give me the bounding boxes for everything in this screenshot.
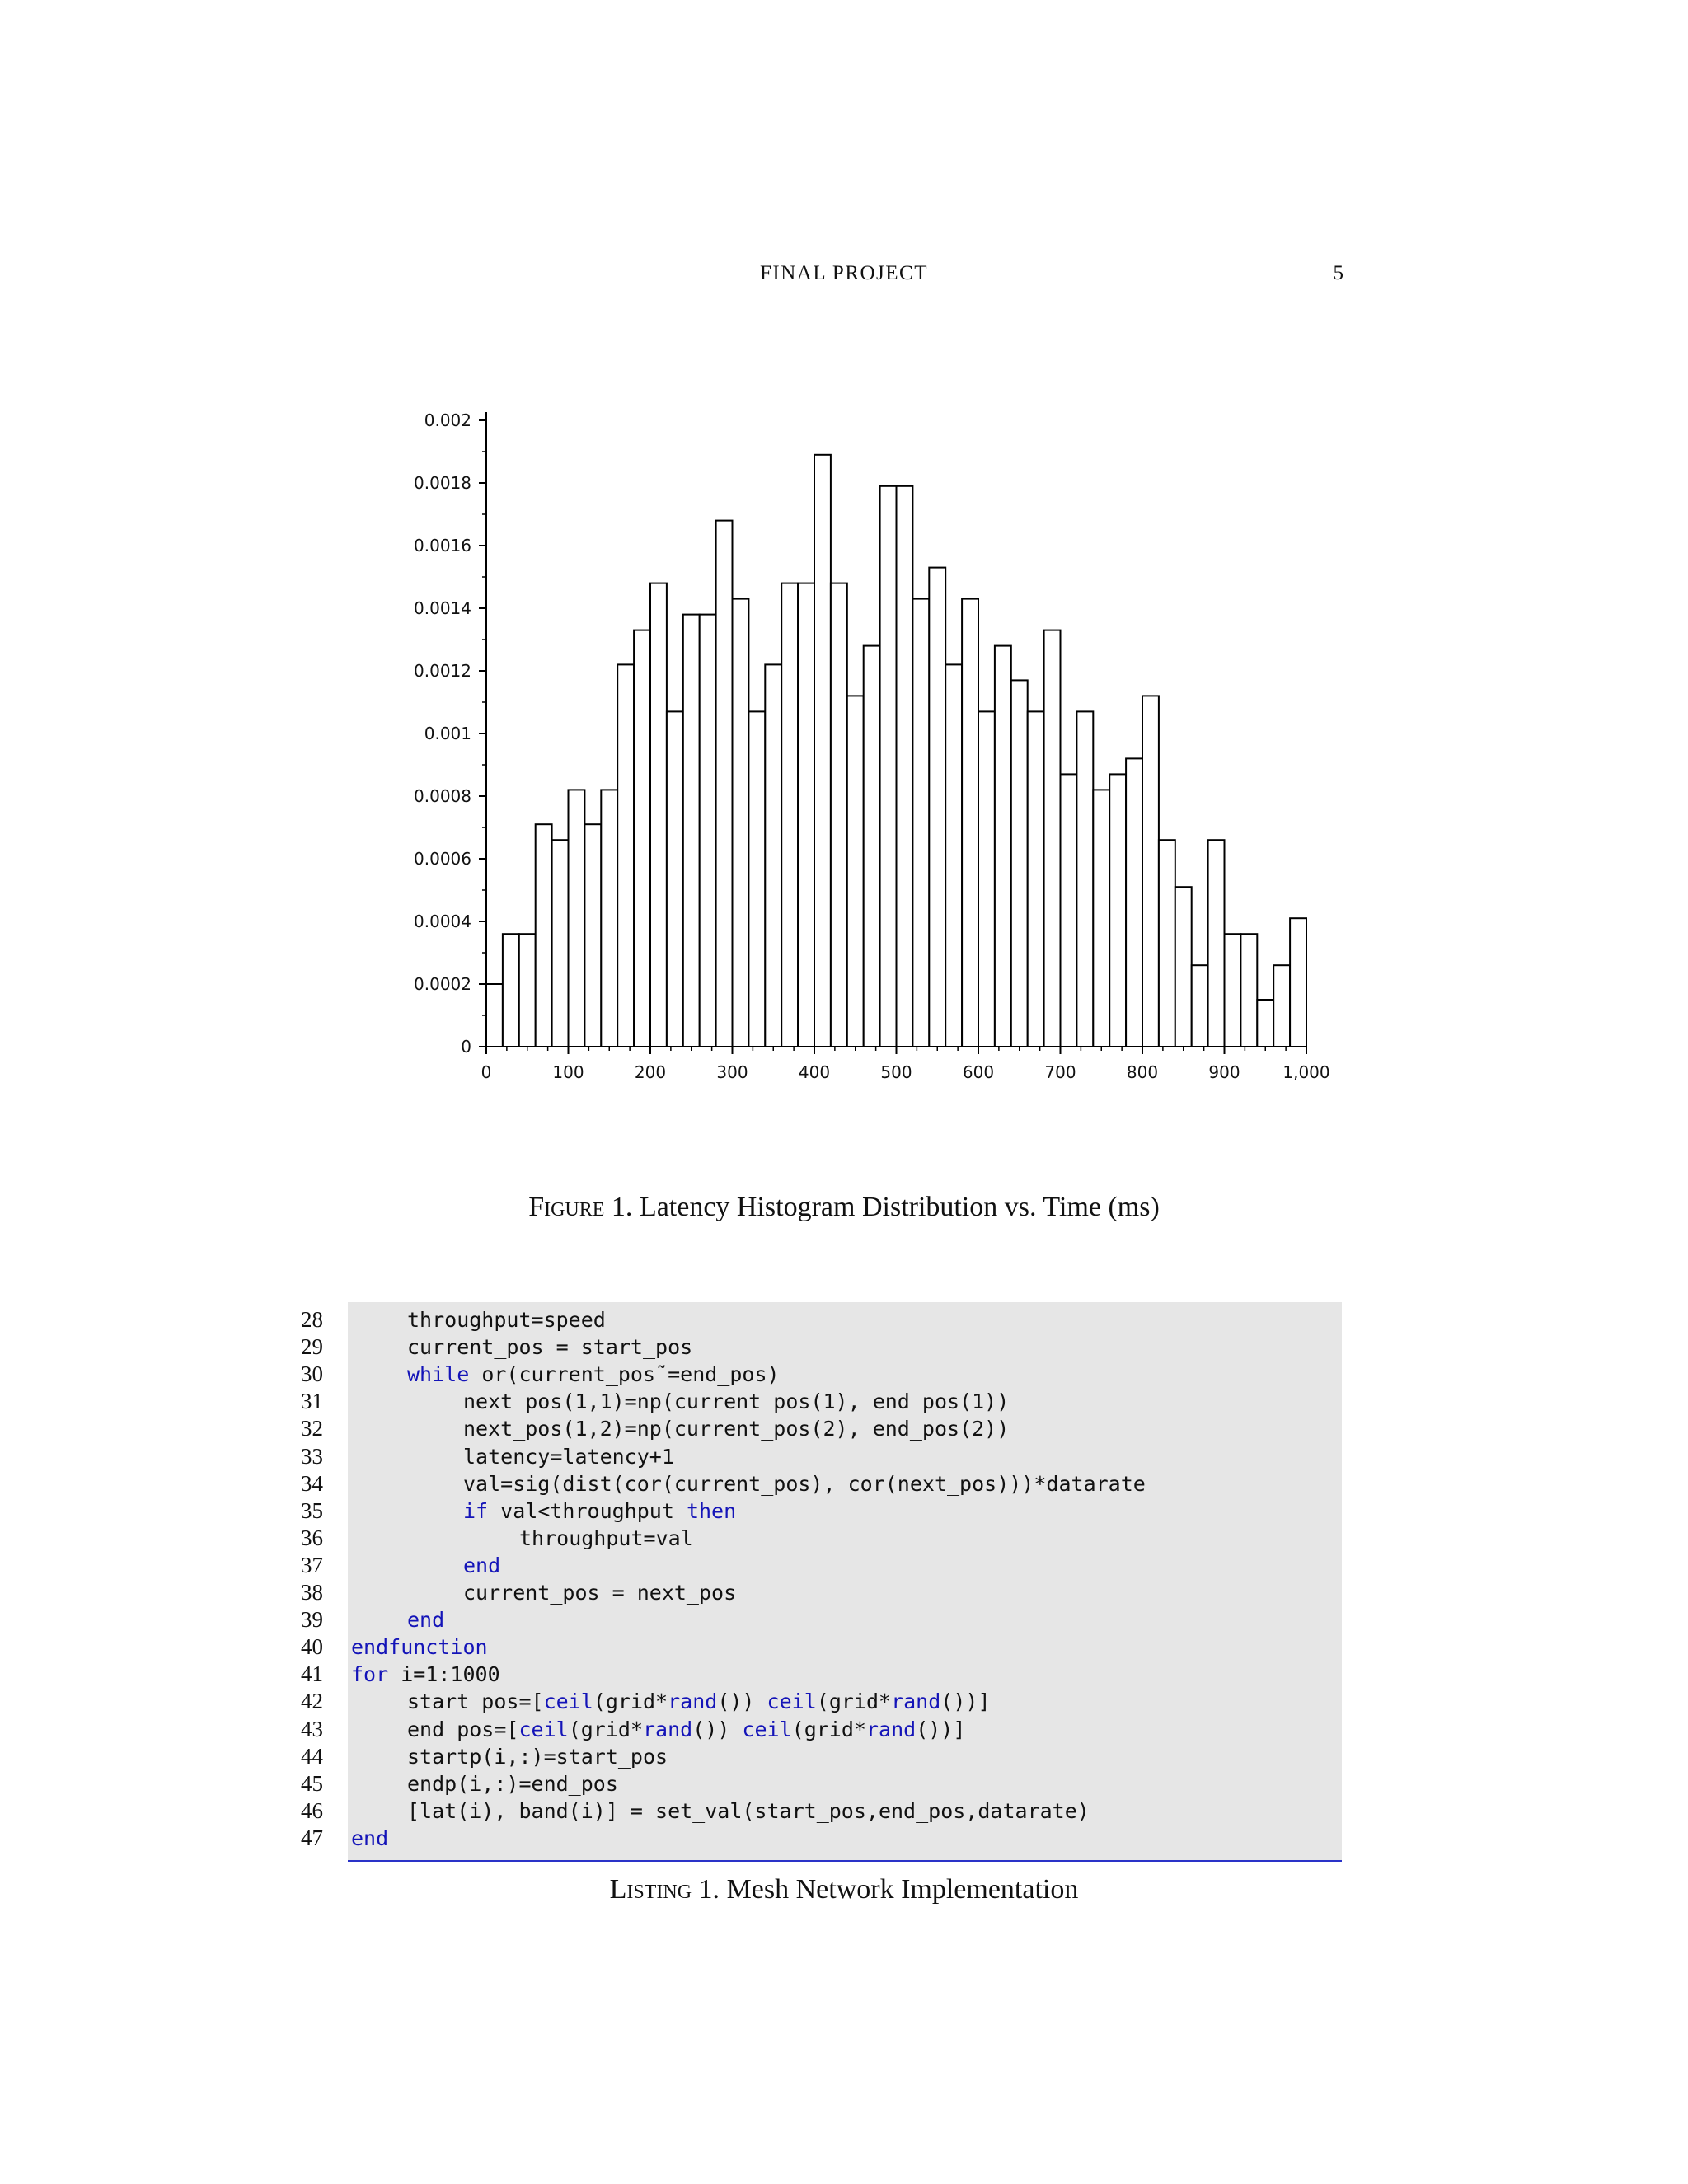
histogram-bar [847, 696, 864, 1047]
code-line-number: 44 [301, 1743, 323, 1769]
histogram-bar [748, 711, 765, 1047]
histogram-bar [814, 455, 831, 1047]
figure-label: Figure 1. [528, 1192, 633, 1222]
histogram-bar [995, 646, 1011, 1047]
code-line-number: 31 [301, 1389, 323, 1414]
code-line-number: 29 [301, 1334, 323, 1360]
code-line [407, 1333, 692, 1361]
histogram-bar [962, 599, 978, 1047]
histogram-bar [1240, 934, 1257, 1047]
code-keyword: ceil [767, 1690, 817, 1714]
code-line-number: 47 [301, 1825, 323, 1850]
y-tick-label: 0.0016 [414, 536, 471, 555]
code-text: ()) [692, 1717, 743, 1741]
histogram-bar [503, 934, 519, 1047]
code-line [351, 1633, 488, 1661]
code-text: (grid* [816, 1690, 892, 1714]
code-line-number: 42 [301, 1689, 323, 1714]
code-keyword: rand [668, 1690, 718, 1714]
code-text: end_pos=[ [407, 1717, 519, 1741]
code-line [463, 1388, 1009, 1415]
code-text: i=1:1000 [388, 1662, 500, 1687]
code-listing-box [348, 1302, 1342, 1862]
histogram-bar [1273, 965, 1290, 1047]
listing-caption [0, 1874, 1688, 1905]
running-head: FINAL PROJECT [759, 262, 928, 284]
code-keyword: for [351, 1662, 389, 1687]
code-keyword: end [463, 1553, 501, 1577]
histogram-bar [1142, 696, 1159, 1047]
histogram-bar [978, 711, 995, 1047]
x-tick-label: 500 [880, 1062, 912, 1082]
code-line [463, 1443, 674, 1470]
y-tick-label: 0.0002 [414, 974, 471, 994]
histogram-bar [929, 568, 945, 1047]
histogram-bar [683, 615, 700, 1047]
histogram-bar [552, 840, 569, 1047]
code-keyword: then [686, 1498, 737, 1523]
histogram-bar [650, 583, 667, 1047]
code-text: (grid* [791, 1717, 866, 1741]
x-tick-label: 0 [481, 1062, 492, 1082]
y-tick-label: 0.0014 [414, 598, 471, 618]
y-tick-label: 0.0008 [414, 786, 471, 806]
code-line [519, 1525, 693, 1552]
code-line [407, 1770, 618, 1797]
code-text: current_pos = start_pos [407, 1335, 693, 1360]
code-text: (grid* [568, 1717, 643, 1741]
code-line [463, 1497, 736, 1525]
code-line-number: 46 [301, 1797, 323, 1823]
histogram-bar [667, 711, 683, 1047]
y-tick-label: 0.001 [424, 724, 471, 743]
histogram-bar [716, 521, 733, 1047]
code-line-number: 33 [301, 1443, 323, 1469]
code-keyword: rand [865, 1717, 917, 1741]
code-text: (grid* [593, 1690, 668, 1714]
code-line [351, 1661, 500, 1688]
histogram-bar [781, 583, 798, 1047]
code-line-number: 34 [301, 1470, 323, 1496]
code-line [407, 1606, 444, 1633]
histogram-bar [1126, 758, 1142, 1047]
code-text: ())] [916, 1717, 966, 1741]
code-line [407, 1797, 1090, 1825]
histogram-bar [1028, 711, 1044, 1047]
histogram-bar [584, 824, 601, 1047]
histogram-bar [1225, 934, 1241, 1047]
code-keyword: while [407, 1362, 470, 1387]
code-line-number: 37 [301, 1552, 323, 1577]
histogram-bar [519, 934, 536, 1047]
code-text: current_pos = next_pos [463, 1581, 737, 1605]
histogram-bar [1159, 840, 1175, 1047]
code-line-number: 28 [301, 1307, 323, 1332]
code-line-number: 35 [301, 1497, 323, 1523]
page-number: 5 [1333, 262, 1343, 284]
code-keyword: ceil [742, 1717, 792, 1741]
code-line-number: 43 [301, 1716, 323, 1741]
histogram-bar [945, 664, 962, 1047]
code-text: ())] [940, 1690, 991, 1714]
histogram-bar [486, 984, 503, 1047]
code-text: [lat(i), band(i)] = set_val(start_pos,end_pos,datarate) [407, 1798, 1090, 1823]
histogram-bar [1109, 774, 1126, 1047]
code-text: val=sig(dist(cor(current_pos), cor(next_pos)))*datarate [463, 1471, 1146, 1496]
histogram-bar [733, 599, 749, 1047]
histogram-bar [617, 664, 634, 1047]
histogram-bar [765, 664, 781, 1047]
code-line-number: 32 [301, 1416, 323, 1441]
y-tick-label: 0 [461, 1037, 471, 1057]
histogram-bar [1061, 774, 1077, 1047]
x-tick-label: 100 [552, 1062, 584, 1082]
code-line [463, 1579, 736, 1606]
code-text: or(current_pos˜=end_pos) [469, 1362, 780, 1387]
latency-histogram-chart [346, 396, 1368, 1104]
histogram-bar [1044, 630, 1061, 1047]
histogram-bar [536, 824, 552, 1047]
code-line [407, 1688, 991, 1715]
code-text: throughput=speed [407, 1308, 606, 1332]
listing-caption-text: Mesh Network Implementation [726, 1874, 1079, 1905]
code-text: latency=latency+1 [463, 1444, 674, 1469]
code-line [463, 1470, 1146, 1497]
histogram-bar [634, 630, 650, 1047]
histogram-bar [798, 583, 814, 1047]
code-line [463, 1415, 1009, 1442]
code-text: startp(i,:)=start_pos [407, 1744, 668, 1769]
histogram-bar [1208, 840, 1225, 1047]
code-keyword: rand [643, 1717, 693, 1741]
code-line-number: 30 [301, 1361, 323, 1387]
y-tick-label: 0.002 [424, 410, 471, 430]
x-tick-label: 800 [1126, 1062, 1159, 1082]
code-keyword: rand [891, 1690, 941, 1714]
code-line-number: 38 [301, 1580, 323, 1605]
histogram-bar [1290, 918, 1306, 1047]
code-text: val<throughput [488, 1498, 687, 1523]
code-keyword: end [351, 1825, 389, 1850]
code-line [407, 1743, 668, 1770]
histogram-bar [569, 790, 585, 1047]
code-line [351, 1825, 388, 1852]
code-line [407, 1716, 965, 1743]
x-tick-label: 400 [798, 1062, 831, 1082]
histogram-bar [1011, 680, 1028, 1047]
code-text: endp(i,:)=end_pos [407, 1771, 618, 1796]
code-keyword: ceil [543, 1690, 593, 1714]
code-line [407, 1361, 780, 1388]
figure-caption-text: Latency Histogram Distribution vs. Time (ms) [639, 1192, 1160, 1222]
histogram-bar [1192, 965, 1208, 1047]
histogram-bar [700, 615, 716, 1047]
figure-caption [0, 1192, 1688, 1223]
code-text: next_pos(1,1)=np(current_pos(1), end_pos(1)) [463, 1390, 1010, 1414]
histogram-bar [864, 646, 880, 1047]
code-text: start_pos=[ [407, 1690, 544, 1714]
x-tick-label: 200 [634, 1062, 667, 1082]
code-keyword: ceil [518, 1717, 569, 1741]
code-keyword: if [463, 1498, 489, 1523]
x-tick-label: 300 [716, 1062, 748, 1082]
code-line-number: 45 [301, 1770, 323, 1796]
x-tick-label: 600 [962, 1062, 995, 1082]
histogram-bar [831, 583, 847, 1047]
y-tick-label: 0.0018 [414, 473, 471, 493]
histogram-bar [912, 599, 929, 1047]
listing-label: Listing 1. [609, 1874, 720, 1905]
histogram-bar [1076, 711, 1093, 1047]
code-text: ()) [717, 1690, 767, 1714]
histogram-bar [1093, 790, 1109, 1047]
histogram-bar [897, 486, 913, 1047]
y-tick-label: 0.0006 [414, 849, 471, 869]
histogram-bar [880, 486, 897, 1047]
x-tick-label: 1,000 [1282, 1062, 1330, 1082]
histogram-bar [1175, 887, 1192, 1047]
code-line-number: 40 [301, 1634, 323, 1660]
histogram-bar [601, 790, 617, 1047]
code-line [463, 1552, 500, 1579]
y-tick-label: 0.0012 [414, 661, 471, 681]
code-keyword: end [407, 1608, 445, 1633]
code-line [407, 1306, 606, 1333]
code-text: throughput=val [519, 1526, 693, 1550]
code-line-number: 36 [301, 1525, 323, 1550]
code-text: next_pos(1,2)=np(current_pos(2), end_pos(2)) [463, 1417, 1010, 1441]
x-tick-label: 900 [1208, 1062, 1240, 1082]
code-keyword: endfunction [351, 1635, 488, 1660]
histogram-bar [1257, 1000, 1273, 1047]
x-tick-label: 700 [1044, 1062, 1076, 1082]
code-line-number: 39 [301, 1607, 323, 1633]
code-line-number: 41 [301, 1661, 323, 1687]
y-tick-label: 0.0004 [414, 912, 471, 931]
